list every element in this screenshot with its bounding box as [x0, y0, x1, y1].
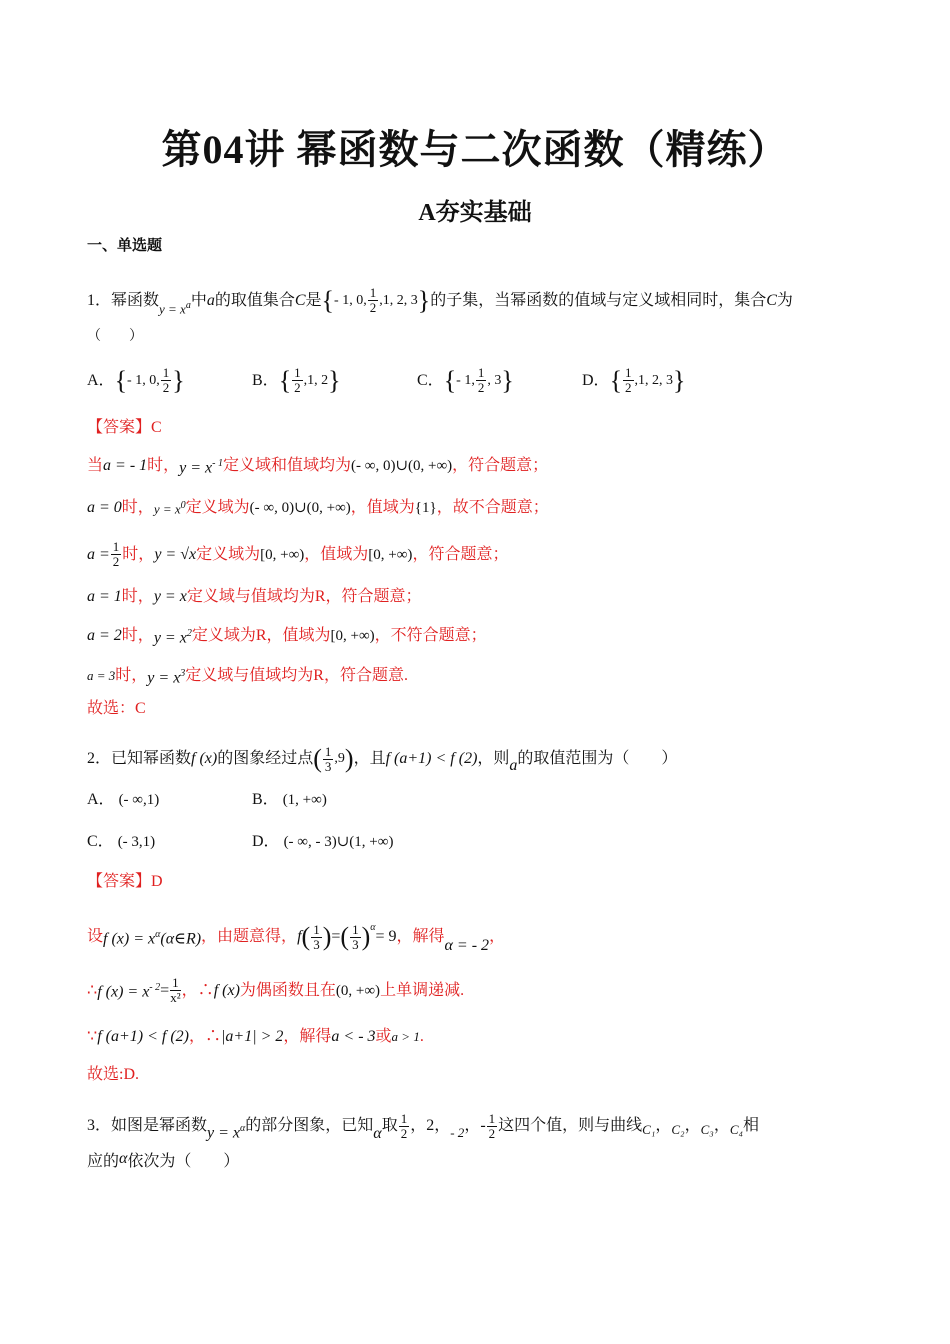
q2-explanation-1: 设 f $(x) = x^\alpha(\alpha\in R)$ ，由题意得， f ( $\frac{1}{3}$ ) = ( $\frac{1}{3}$ ) $^\alpha$ = 9 ，解得 α = - 2 ，: [87, 921, 506, 954]
q1-explanation-2: a = 0 时， $y = x^0$ 定义域为 (- ∞, 0)∪(0, +∞) ，值域为 {1} ，故不合题意；: [87, 498, 549, 517]
q1-answer: 【答案】C: [87, 419, 162, 436]
section-heading: 一、单选题: [87, 238, 163, 254]
q1-option-c[interactable]: C． { - 1, $\frac{1}{2}$ , 3 }: [417, 365, 514, 395]
q1-explanation-3: a = $\frac{1}{2}$ 时， y = √x 定义域为 [0, +∞) ，值域为 [0, +∞) ，符合题意；: [87, 539, 509, 569]
q1-conclusion: 故选：C: [87, 700, 146, 717]
question-3-stem-line2: 应的 α 依次为（ ）: [87, 1150, 240, 1170]
question-1-stem: 1．幂函数 $y = x^a$ 中 a 的取值集合 C 是 { - 1, 0, $\frac{1}{2}$ ,1, 2, 3 } 的子集，当幂函数的值域与定义域相同时，集合 C 为: [87, 280, 880, 321]
q2-conclusion: 故选:D.: [87, 1066, 140, 1083]
q2-option-c[interactable]: C． (- 3,1): [87, 833, 156, 850]
q1-explanation-4: a = 1 时， y = x 定义域与值域均为R，符合题意；: [87, 588, 422, 605]
q1-explanation-1: 当 a = - 1 时， $y = x^{- 1}$ 定义域和值域均为 (- ∞, 0)∪(0, +∞) ，符合题意；: [87, 457, 549, 477]
q1-formula: $y = x^a$: [159, 300, 191, 317]
q2-explanation-3: ∵ f (a+1) < f (2) ，∴ |a+1| > 2 ，解得 a < - 3 或 a > 1 .: [87, 1028, 424, 1045]
section-subtitle: A夯实基础: [418, 200, 532, 226]
question-2-stem: 2．已知幂函数 f (x) 的图象经过点 ( $\frac{1}{3}$ ,9 ) ，且 f (a+1) < f (2) ，则 a 的取值范围为（ ）: [87, 743, 678, 774]
fraction-half: $\frac{1}{2}$: [369, 285, 377, 316]
q1-option-a[interactable]: A． { - 1, 0, $\frac{1}{2}$ }: [87, 365, 185, 395]
question-3-stem: 3．如图是幂函数 $y = x^\alpha$ 的部分图象，已知 α 取 $\frac{1}{2}$ ，2， - 2 ， - $\frac{1}{2}$ 这四个值，则与曲线 C₁ ， C₂ ， C₃ ， C₄ 相: [87, 1110, 760, 1142]
q2-option-b[interactable]: B． (1, +∞): [252, 791, 327, 808]
q1-explanation-6: a = 3 时， $y = x^3$ 定义域与值域均为R，符合题意.: [87, 667, 408, 687]
q2-explanation-2: ∴ f $(x) = x^{- 2}$ = $\frac{1}{\text{x²}}$ ，∴ f (x) 为偶函数且在 (0, +∞) 上单调递减.: [87, 975, 465, 1005]
q2-option-a[interactable]: A． (- ∞,1): [87, 791, 160, 808]
page-title: 第04讲 幂函数与二次函数（精练）: [161, 127, 789, 172]
q1-option-d[interactable]: D． { $\frac{1}{2}$ ,1, 2, 3 }: [582, 365, 686, 395]
q2-option-d[interactable]: D． (- ∞, - 3)∪(1, +∞): [252, 833, 394, 850]
q1-explanation-5: a = 2 时， $y = x^2$ 定义域为R，值域为 [0, +∞) ，不符合题意；: [87, 627, 487, 647]
q1-option-b[interactable]: B． { $\frac{1}{2}$ ,1, 2 }: [252, 365, 341, 395]
q2-answer: 【答案】D: [87, 873, 163, 890]
q1-paren: （ ）: [87, 329, 143, 344]
